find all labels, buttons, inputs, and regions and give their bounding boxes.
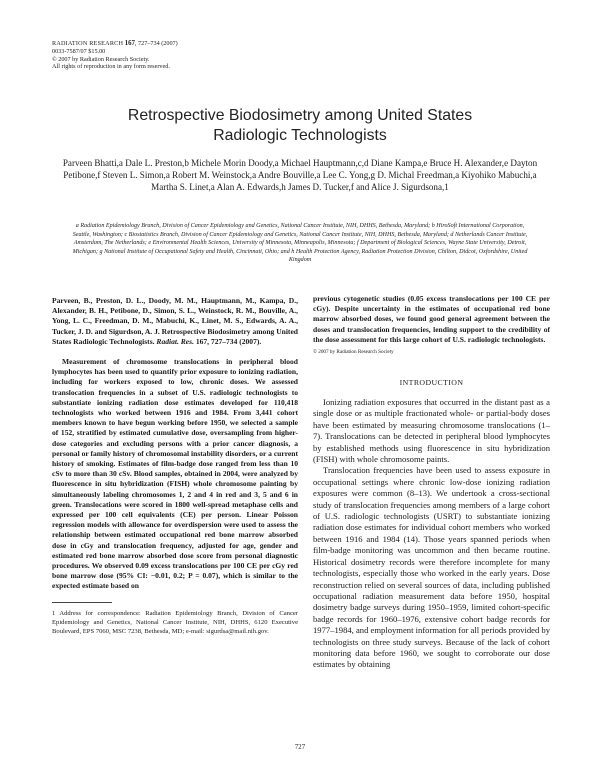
abstract-text: Measurement of chromosome translocations in peripheral blood lymphocytes has been used to quantify prior exposure to ionizing radiation, including for workers exposed to low, chronic doses. We assessed translocation frequencies in a subset of U.S. radiologic technologists to substantiate ionizing radiation dose estimates developed for 110,418 technologists who worked between 1916 and 1984. From 3,441 cohort members known to have begun working before 1950, we selected a sample of 152, stratified by estimated cumulative dose, oversampling from higher-dose categories and excluding persons with a prior cancer diagnosis, a personal or family history of chromosomal instability disorders, or a current history of smoking. Estimates of film-badge dose ranged from less than 10 cSv to more than 30 cSv. Blood samples, obtained in 2004, were analyzed by fluorescence in situ hybridization (FISH) whole chromosome painting by simultaneously labeling chromosomes 1, 2 and 4 in red and 3, 5 and 6 in green. Translocations were scored in 1800 well-spread metaphase cells and expressed per 100 cell equivalents (CE) per person. Linear Poisson regression models with allowance for overdispersion were used to assess the relationship between estimated occupational red bone marrow absorbed dose in cGy and translocation frequency, adjusted for age, gender and estimated red bone marrow absorbed dose score from personal diagnostic procedures. We observed 0.09 excess translocations per 100 CE per cGy red bone marrow dose (95% CI: −0.01, 0.2; P = 0.07), which is similar to the expected estimate based on bbox=[52, 357, 298, 591]
article-title bbox=[60, 106, 540, 146]
introduction-paragraph-2: Translocation frequencies have been used to assess exposure in occupational settings where chronic low-dose ionizing radiation exposures were common (8–13). We undertook a cross-sectional study of translocation frequencies among members of a large cohort of U.S. radiologic technologists (USRT) to substantiate ionizing radiation dose estimates for individual cohort members who worked between 1916 and 1984 (14). Those years spanned periods when film-badge monitoring was uncommon and then became routine. Historical dosimetry records were therefore incomplete for many technologists, especially those who worked in the early years. Dose reconstruction relied on several sources of data, including published occupational radiation measurement data before 1950, hospital dosimetry badge surveys during 1950–1959, limited cohort-specific badge records for 1960–1976, extensive cohort badge records for 1977–1984, and employment information for all periods provided by technologists on three study surveys. Because of the lack of cohort monitoring data before 1960, we sought to corroborate our dose estimates by obtaining bbox=[313, 465, 550, 670]
introduction-heading: INTRODUCTION bbox=[399, 378, 464, 388]
masthead-journal-line bbox=[52, 40, 178, 48]
citation-authors: Parveen, B., Preston, D. L., Doody, M. M., Hauptmann, M., Kampa, D., Alexander, B. H., Petibone, D., Simon, S. L., Weinstock, R. M., Bouville, A., Yong, L. C., Freedman, D. M., Mabuchi, K., Linet, M. S., Edwards, A. A., Tucker, J. D. and Sigurdson, A. J. Retrospective Biodosimetry among United States Radiologic Technologists. bbox=[52, 296, 298, 346]
journal-masthead bbox=[52, 40, 178, 71]
footnote-divider bbox=[52, 602, 112, 603]
abstract-copyright: © 2007 by Radiation Research Society bbox=[313, 349, 394, 356]
correspondence-footnote: 1 Address for correspondence: Radiation Epidemiology Branch, Division of Cancer Epidemiology and Genetics, National Cancer Institute, NIH, DHHS, 6120 Executive Boulevard, EPS 7060, MSC 7238, Bethesda, MD; e-mail: sigurdsa@mail.nih.gov. bbox=[52, 609, 298, 635]
citation-block bbox=[52, 296, 298, 347]
abstract-continued: previous cytogenetic studies (0.05 excess translocations per 100 CE per cGy). Despite uncertainty in the estimates of occupational red bone marrow absorbed doses, we found good general agreement between the doses and translocation frequencies, lending support to the credibility of the dose assessment for this large cohort of U.S. radiologic technologists. bbox=[313, 294, 550, 344]
journal-volume: 167 bbox=[124, 40, 135, 47]
author-affiliations: a Radiation Epidemiology Branch, Division of Cancer Epidemiology and Genetics, National Cancer Institute, NIH, DHHS, Bethesda, Maryland; b HiroSoft International Corporation, Seattle, Washington; c Biostatistics Branch, Division of Cancer Epidemiology and Genetics, National Cancer Institute, NIH, DHHS, Bethesda, Maryland; d Netherlands Cancer Institute, Amsterdam, The Netherlands; e Environmental Health Sciences, University of Minnesota, Minneapolis, Minnesota; f Department of Biological Sciences, Wayne State University, Detroit, Michigan; g National Institute of Occupational Safety and Health, Cincinnati, Ohio; and h Health Protection Agency, Radiation Protection Division, Chilton, Didcot, Oxfordshire, United Kingdom bbox=[72, 223, 528, 264]
title-line-1: Retrospective Biodosimetry among United States bbox=[127, 107, 473, 124]
journal-pages-year: , 727–734 (2007) bbox=[134, 40, 178, 47]
citation-ref: 167, 727–734 (2007). bbox=[195, 336, 262, 346]
journal-copyright: © 2007 by Radiation Research Society. bbox=[52, 55, 150, 63]
journal-issn: 0033-7587/07 $15.00 bbox=[52, 47, 106, 55]
left-column bbox=[52, 296, 298, 636]
journal-name: RADIATION RESEARCH bbox=[52, 40, 124, 47]
right-column bbox=[313, 296, 550, 671]
journal-rights: All rights of reproduction in any form reserved. bbox=[52, 63, 170, 71]
introduction-paragraph-1: Ionizing radiation exposures that occurred in the distant past as a single dose or as multiple fractionated whole- or partial-body doses have been estimated by measuring chromosome translocations (1–7). Translocations can be detected in peripheral blood lymphocytes by established methods using fluorescence in situ hybridization (FISH) with whole chromosome paints. bbox=[313, 397, 550, 465]
title-line-2: Radiologic Technologists bbox=[213, 127, 387, 144]
author-list: Parveen Bhatti,a Dale L. Preston,b Michele Morin Doody,a Michael Hauptmann,c,d Diane Kampa,e Bruce H. Alexander,e Dayton Petibone,f Steven L. Simon,a Robert M. Weinstock,a Andre Bouville,a Lee C. Yong,g D. Michal Freedman,a Kiyohiko Mabuchi,a Martha S. Linet,a Alan A. Edwards,h James D. Tucker,f and Alice J. Sigurdsona,1 bbox=[62, 158, 538, 193]
page-number: 727 bbox=[294, 744, 306, 751]
citation-journal: Radiat. Res. bbox=[156, 336, 194, 346]
